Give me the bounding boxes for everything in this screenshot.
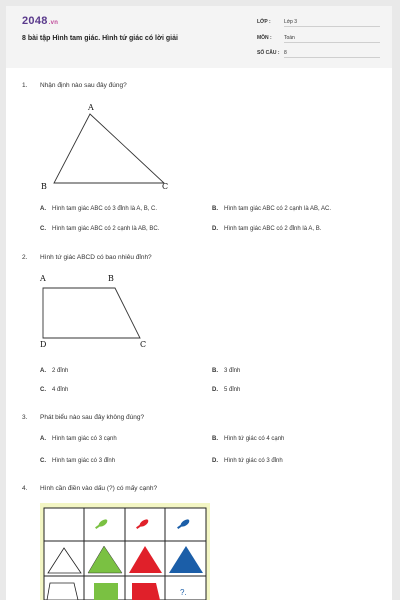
question-3-option-d[interactable]: D. Hình tứ giác có 3 đỉnh <box>212 458 283 464</box>
meta-label-subject: MÔN : <box>257 35 272 41</box>
logo-suffix: .vn <box>48 20 59 26</box>
quadrilateral-vertex-d-label: D <box>40 340 47 349</box>
question-1-option-a[interactable]: A. Hình tam giác ABC có 3 đỉnh là A, B, C. <box>40 206 158 212</box>
question-4-text: Hình cần điền vào dấu (?) có mấy cạnh? <box>40 485 158 492</box>
puzzle-question-mark: ?. <box>180 588 187 597</box>
site-logo[interactable] <box>22 15 58 27</box>
question-3-option-c[interactable]: C. Hình tam giác có 3 đỉnh <box>40 458 116 464</box>
meta-value-class: Lớp 3 <box>284 19 380 27</box>
meta-value-count: 8 <box>284 50 380 58</box>
question-1-option-c[interactable]: C. Hình tam giác ABC có 2 cạnh là AB, BC. <box>40 226 160 232</box>
quadrilateral-abcd-figure <box>40 284 160 344</box>
question-3-option-b[interactable]: B. Hình tứ giác có 4 cạnh <box>212 436 285 442</box>
question-4-number: 4. <box>22 485 28 492</box>
question-1-option-b[interactable]: B. Hình tam giác ABC có 2 cạnh là AB, AC. <box>212 206 332 212</box>
question-2-option-c[interactable]: C. 4 đỉnh <box>40 387 69 393</box>
question-2-number: 2. <box>22 254 28 261</box>
triangle-vertex-c-label: C <box>162 182 169 191</box>
worksheet-page <box>6 6 392 600</box>
question-1-text: Nhận định nào sau đây đúng? <box>40 82 127 89</box>
question-2-option-d[interactable]: D. 5 đỉnh <box>212 387 241 393</box>
green-quadrilateral <box>94 583 118 600</box>
question-3-text: Phát biểu nào sau đây không đúng? <box>40 414 145 421</box>
quadrilateral-vertex-b-label: B <box>108 274 114 283</box>
triangle-abc-figure <box>46 106 176 191</box>
quadrilateral-vertex-a-label: A <box>40 274 46 283</box>
page-title: 8 bài tập Hình tam giác. Hình tứ giác có lời giải <box>22 35 178 42</box>
question-1-option-d[interactable]: D. Hình tam giác ABC có 2 đỉnh là A, B. <box>212 226 322 232</box>
quadrilateral-vertex-c-label: C <box>140 340 147 349</box>
meta-label-class: LỚP : <box>257 19 271 25</box>
question-2-option-b[interactable]: B. 3 đỉnh <box>212 368 241 374</box>
question-1-number: 1. <box>22 82 28 89</box>
worksheet-header <box>6 6 392 68</box>
meta-label-count: SỐ CÂU : <box>257 50 280 56</box>
white-quadrilateral <box>47 583 78 600</box>
triangle-vertex-a-label: A <box>88 103 94 112</box>
question-2-option-a[interactable]: A. 2 đỉnh <box>40 368 69 374</box>
question-3-number: 3. <box>22 414 28 421</box>
question-3-option-a[interactable]: A. Hình tam giác có 3 cạnh <box>40 436 117 442</box>
logo-main: 2048 <box>22 15 48 27</box>
question-2-text: Hình tứ giác ABCD có bao nhiêu đỉnh? <box>40 254 152 261</box>
shape-puzzle-figure <box>40 503 210 600</box>
red-quadrilateral <box>132 583 160 600</box>
triangle-vertex-b-label: B <box>41 182 47 191</box>
meta-value-subject: Toán <box>284 35 380 43</box>
